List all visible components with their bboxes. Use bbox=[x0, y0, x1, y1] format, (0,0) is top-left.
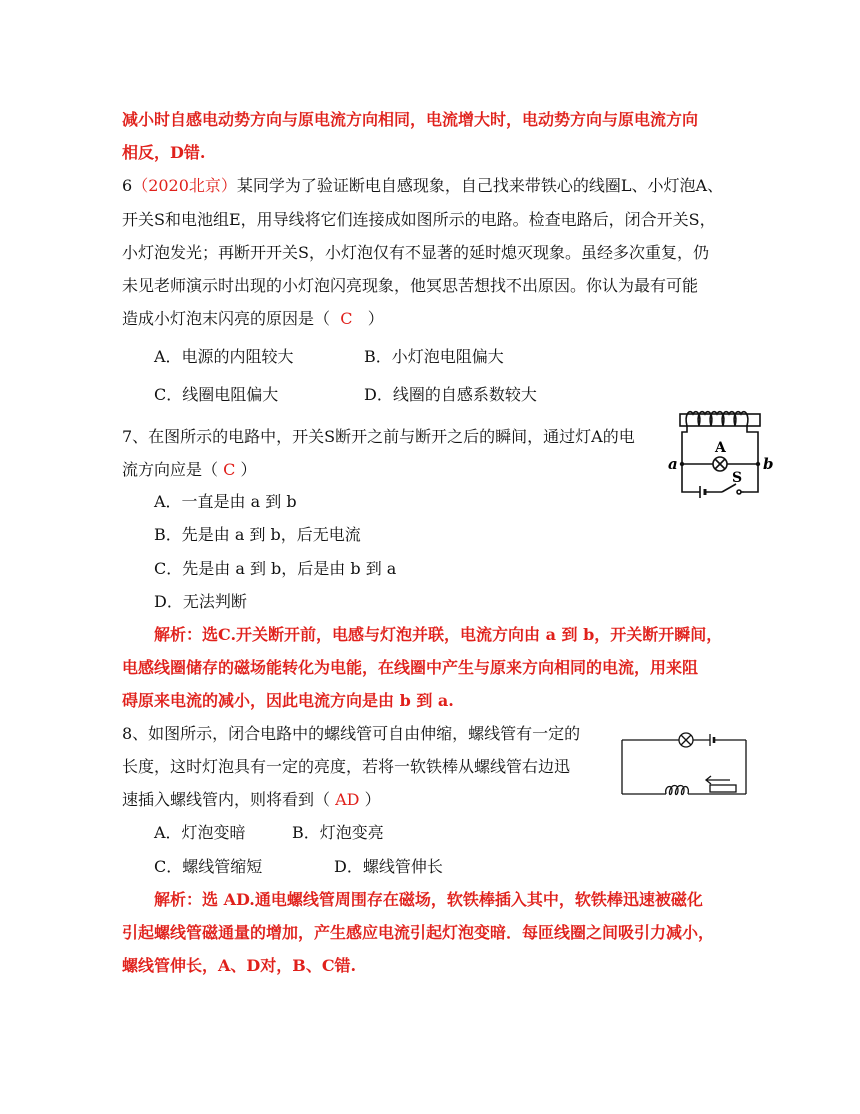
q8-option-a: A．灯泡变暗 bbox=[154, 823, 246, 842]
q6-line-3: 小灯泡发光；再断开开关S，小灯泡仅有不显著的延时熄灭现象。虽经多次重复，仍 bbox=[122, 243, 709, 262]
q6-option-a: A．电源的内阻较大 bbox=[154, 347, 294, 366]
node-a-label: a bbox=[668, 455, 678, 473]
q8-option-c: C．螺线管缩短 bbox=[154, 857, 263, 876]
q6-option-b: B．小灯泡电阻偏大 bbox=[364, 347, 504, 366]
q6-line-4: 未见老师演示时出现的小灯泡闪亮现象，他冥思苦想找不出原因。你认为最有可能 bbox=[122, 276, 699, 295]
q7-circuit-diagram bbox=[660, 404, 780, 506]
left-wire bbox=[682, 426, 700, 492]
q8-text-3: 速插入螺线管内，则将看到（ bbox=[122, 790, 331, 809]
q6-source: （2020北京） bbox=[132, 176, 237, 195]
q6-text-1: 某同学为了验证断电自感现象，自己找来带铁心的线圈L、小灯泡A、 bbox=[236, 176, 724, 195]
q6-option-d: D．线圈的自感系数较大 bbox=[364, 385, 537, 404]
q7-analysis-line-1: 解析：选C.开关断开前，电感与灯泡并联，电流方向由 a 到 b，开关断开瞬间， bbox=[154, 625, 723, 644]
q6-number: 6 bbox=[122, 176, 133, 195]
switch-contact bbox=[737, 490, 741, 494]
right-wire bbox=[744, 426, 758, 492]
q8-option-d: D．螺线管伸长 bbox=[334, 857, 443, 876]
q7-analysis-line-2: 电感线圈储存的磁场能转化为电能，在线圈中产生与原来方向相同的电流，用来阻 bbox=[122, 658, 699, 677]
q7-close: ） bbox=[240, 460, 257, 479]
q6-line-2: 开关S和电池组E，用导线将它们连接成如图所示的电路。检查电路后，闭合开关S， bbox=[122, 210, 716, 229]
q7-option-d: D．无法判断 bbox=[154, 592, 247, 611]
prev-analysis-line-2: 相反，D错. bbox=[122, 143, 206, 162]
q7-line-2 bbox=[122, 460, 256, 480]
q7-line-1: 7、在图所示的电路中，开关S断开之前与断开之后的瞬间，通过灯A的电 bbox=[122, 427, 635, 446]
q7-option-c: C．先是由 a 到 b，后是由 b 到 a bbox=[154, 559, 397, 578]
q8-analysis-line-3: 螺线管伸长，A、D对，B、C错. bbox=[122, 956, 357, 975]
q8-line-1: 8、如图所示，闭合电路中的螺线管可自由伸缩，螺线管有一定的 bbox=[122, 724, 581, 743]
q6-answer: C bbox=[340, 309, 353, 328]
q7-analysis-line-3: 碍原来电流的减小，因此电流方向是由 b 到 a. bbox=[122, 691, 454, 710]
q8-close: ） bbox=[364, 790, 381, 809]
solenoid-coil bbox=[666, 786, 689, 795]
q6-line-1 bbox=[122, 176, 723, 196]
q8-answer: AD bbox=[335, 790, 360, 809]
q6-text-5: 造成小灯泡末闪亮的原因是（ bbox=[122, 309, 331, 328]
q7-text-2: 流方向应是（ bbox=[122, 460, 219, 479]
q8-analysis-line-1: 解析：选 AD.通电螺线管周围存在磁场，软铁棒插入其中，软铁棒迅速被磁化 bbox=[154, 890, 703, 909]
q6-option-c: C．线圈电阻偏大 bbox=[154, 385, 279, 404]
q8-circuit-diagram bbox=[618, 732, 750, 806]
prev-analysis-line-1: 减小时自感电动势方向与原电流方向相同，电流增大时，电动势方向与原电流方向 bbox=[122, 110, 699, 129]
node-b-label: b bbox=[763, 455, 774, 473]
q6-line-5 bbox=[122, 309, 384, 329]
q8-option-b: B．灯泡变亮 bbox=[292, 823, 384, 842]
q7-option-b: B．先是由 a 到 b，后无电流 bbox=[154, 525, 361, 544]
iron-rod bbox=[710, 785, 736, 792]
switch-label: S bbox=[732, 470, 743, 486]
q7-option-a: A．一直是由 a 到 b bbox=[154, 492, 297, 511]
q8-line-2: 长度，这时灯泡具有一定的亮度，若将一软铁棒从螺线管右边迅 bbox=[122, 757, 571, 776]
q8-analysis-line-2: 引起螺线管磁通量的增加，产生感应电流引起灯泡变暗．每匝线圈之间吸引力减小， bbox=[122, 923, 715, 942]
q6-close: ） bbox=[367, 309, 384, 328]
lamp-label: A bbox=[715, 440, 726, 456]
q8-line-3 bbox=[122, 790, 381, 810]
q7-answer: C bbox=[223, 460, 236, 479]
